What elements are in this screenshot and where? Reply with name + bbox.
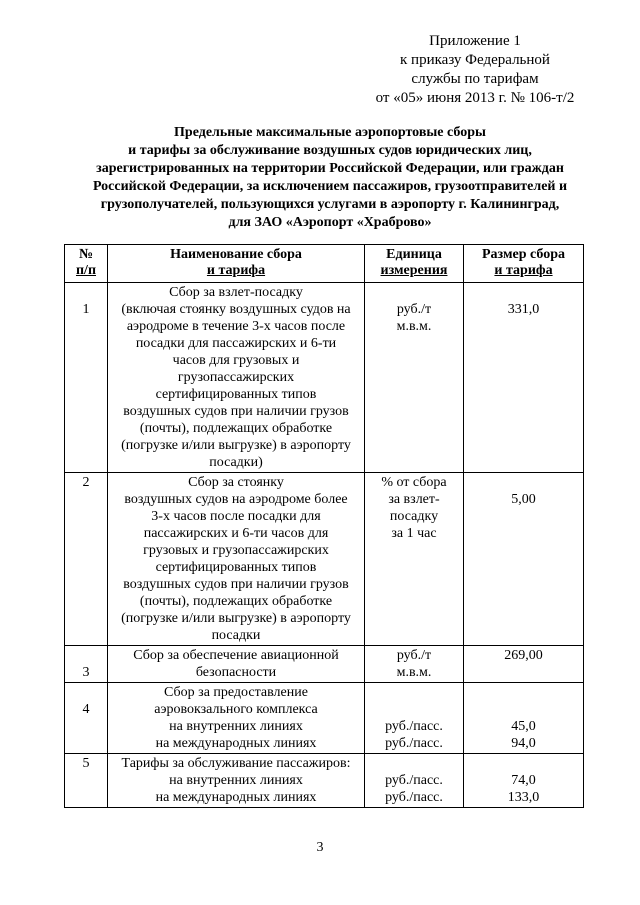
row-name: Сбор за стоянку воздушных судов на аэродроме более 3-х часов после посадки для пассажирских и 6-ти часов для грузовых и грузопассажирских сертифицированных типов воздушных судов при наличии грузов (почты), подлежащих обработке (погрузке и/или выгрузке) в аэропорту посадки (108, 473, 365, 646)
row-number: 3 (65, 646, 108, 683)
title-line: для ЗАО «Аэропорт «Храброво» (228, 215, 432, 230)
header-unit: Единица измерения (365, 245, 464, 283)
row-unit: % от сбора за взлет- посадку за 1 час (365, 473, 464, 646)
title-line: зарегистрированных на территории Российской Федерации, или граждан (96, 161, 564, 176)
page-number: 3 (316, 840, 324, 855)
order-line: к приказу Федеральной (400, 52, 550, 68)
appendix-header (330, 32, 620, 108)
table-row (65, 646, 584, 683)
row-value: 45,0 94,0 (464, 683, 584, 754)
row-number: 4 (65, 683, 108, 754)
table-row (65, 473, 584, 646)
header-name: Наименование сбора и тарифа (108, 245, 365, 283)
tariff-table (64, 244, 584, 808)
title-line: Предельные максимальные аэропортовые сборы (174, 125, 486, 140)
row-name: Сбор за взлет-посадку (включая стоянку воздушных судов на аэродроме в течение 3-х часов после посадки для пассажирских и 6-ти часов для грузовых и грузопассажирских сертифицированных типов воздушных судов при наличии грузов (почты), подлежащих обработке (погрузке и/или выгрузке) в аэропорту посадки) (108, 283, 365, 473)
table-row (65, 283, 584, 473)
table-row (65, 754, 584, 808)
title-line: и тарифы за обслуживание воздушных судов юридических лиц, (128, 143, 532, 158)
header-value: Размер сбора и тарифа (464, 245, 584, 283)
service-line: службы по тарифам (411, 71, 539, 87)
row-unit: руб./т м.в.м. (365, 646, 464, 683)
document-title (50, 124, 610, 232)
row-value: 331,0 (464, 283, 584, 473)
row-value: 269,00 (464, 646, 584, 683)
row-value: 74,0 133,0 (464, 754, 584, 808)
date-line: от «05» июня 2013 г. № 106-т/2 (375, 90, 575, 106)
table-header-row (65, 245, 584, 283)
row-name: Сбор за обеспечение авиационной безопасности (108, 646, 365, 683)
row-number: 5 (65, 754, 108, 808)
title-line: Российской Федерации, за исключением пассажиров, грузоотправителей и (92, 179, 568, 194)
row-unit: руб./пасс. руб./пасс. (365, 754, 464, 808)
row-unit: руб./пасс. руб./пасс. (365, 683, 464, 754)
row-unit: руб./т м.в.м. (365, 283, 464, 473)
header-num: № п/п (65, 245, 108, 283)
row-number: 1 (65, 283, 108, 473)
row-number: 2 (65, 473, 108, 646)
appendix-line: Приложение 1 (429, 33, 521, 49)
table-row (65, 683, 584, 754)
title-line: грузополучателей, пользующихся услугами в аэропорту г. Калининград, (100, 197, 560, 212)
row-name: Сбор за предоставление аэровокзального комплекса на внутренних линиях на международных линиях (108, 683, 365, 754)
row-value: 5,00 (464, 473, 584, 646)
row-name: Тарифы за обслуживание пассажиров: на внутренних линиях на международных линиях (108, 754, 365, 808)
